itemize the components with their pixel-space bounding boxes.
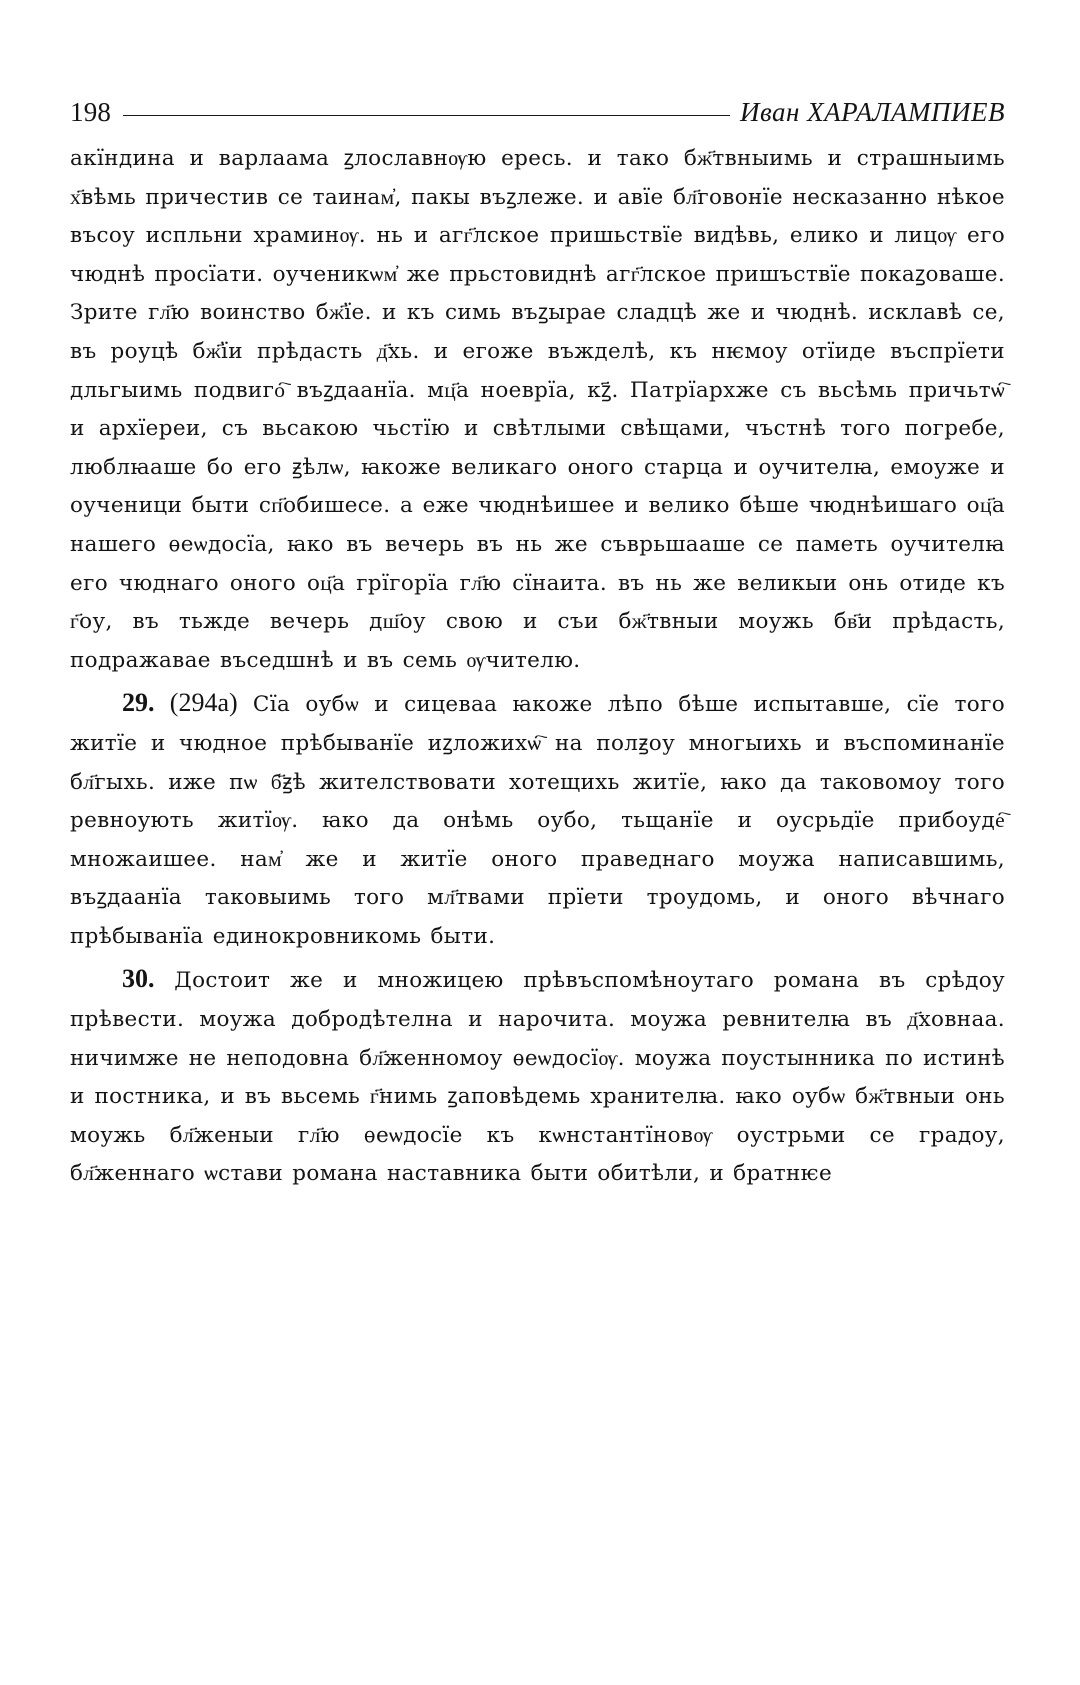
running-header [70, 92, 1005, 132]
paragraph-text: акїндина и варлаама ꙁлославнѹю ересь. и тако бж҃твныимь и страшныимь х҃вѣмь причестив се таинам҆, пакы въꙁлеже. и авїе бл҃говонїе несказанно нѣкое въсоу испльни храминѹ. нь и агг҃лское пришьствїе видѣвь, елико и лицѹ его чюднѣ просїати. оученикѡм҆ же прьстовиднѣ агг҃лское пришъствїе покаꙁоваше. Зрите гл҃ю воинство бж҃їе. и къ симь въꙁырае сладцѣ же и чюднѣ. исклавѣ се, въ роуцѣ бж҃їи прѣдасть д҃хь. и егоже въжделѣ, къ нѥмоу отїиде въспрїети дльгыимь подвиго҇ въꙁдаанїа. мц҃а ноеврїа, кꙁ҃. Патрїархже съ вьсѣмь причьтѡ҇ и архїереи, съ вьсакою чьстїю и свѣтлыми свѣщами, чъстнѣ того погребе, люблꙗаше бо его ꙃѣлѡ, ꙗкоже великаго оного старца и оучителꙗ, емоуже и оученици быти сп҃обишесе. а еже чюднѣишее и велико бѣше чюднѣишаго оц҃а нашего ѳеѡдосїа, ꙗко въ вечерь въ нь же съврьшааше се паметь оучителꙗ его чюднаго оного оц҃а грїгорїа гл҃ю сїнаита. въ нь же великыи онь отиде къ г҃оу, въ тьжде вечерь дш҃оу свою и съи бж҃твныи моужь бв҃и прѣдасть, подражавае въседшнѣ и въ семь ѹчителю. [70, 146, 1005, 673]
paragraph-text: Достоит же и множицею прѣвъспомѣноутаго романа въ срѣдоу прѣвести. моужа добродѣтелна и нарочита. моужа ревнителꙗ въ д҃ховнаа. ничимже не неподовна бл҃женномоу ѳеѡдосїѹ. моужа поустынника по истинѣ и постника, и въ вьсемь г҃нимь ꙁаповѣдемь хранителꙗ. ꙗко оубѡ бж҃твныи онь моужь бл҃женыи гл҃ю ѳеѡдосїе къ кѡнстантїновѹ оустрьми се градоу, бл҃женнаго ѡстави романа наставника быти обитѣли, и братнѥе [70, 968, 1005, 1187]
body-text [70, 140, 1005, 1194]
paragraph-text: Сїа оубѡ и сицеваа ꙗкоже лѣпо бѣше испытавше, сїе того житїе и чюдное прѣбыванїе иꙁложихѡ҇ на полꙃоу многыихь и въспоминанїе бл҃гыхь. иже пѡ б҃ꙃѣ жителствовати хотещихь житїе, ꙗко да таковомоу того ревноують житїѹ. ꙗко да онѣмь оубо, тьщанїе и оусрьдїе прибоуде҇ множаишее. нам҆ же и житїе оного праведнаго моужа написавшимь, въꙁдаанїа таковыимь того мл҃твами прїети троудомь, и оного вѣчнаго прѣбыванїа единокровникомь быти. [70, 692, 1006, 949]
folio-reference: (294а) [169, 688, 238, 718]
section-number: 29. [122, 688, 155, 718]
book-page [70, 92, 1005, 1194]
header-rule [123, 115, 730, 116]
page-number: 198 [70, 96, 112, 127]
paragraph-29 [70, 684, 1005, 956]
paragraph-continued [70, 140, 1005, 680]
paragraph-30 [70, 960, 1005, 1194]
section-number: 30. [122, 964, 155, 994]
running-header-author: Иван ХАРАЛАМПИЕВ [740, 96, 1005, 127]
